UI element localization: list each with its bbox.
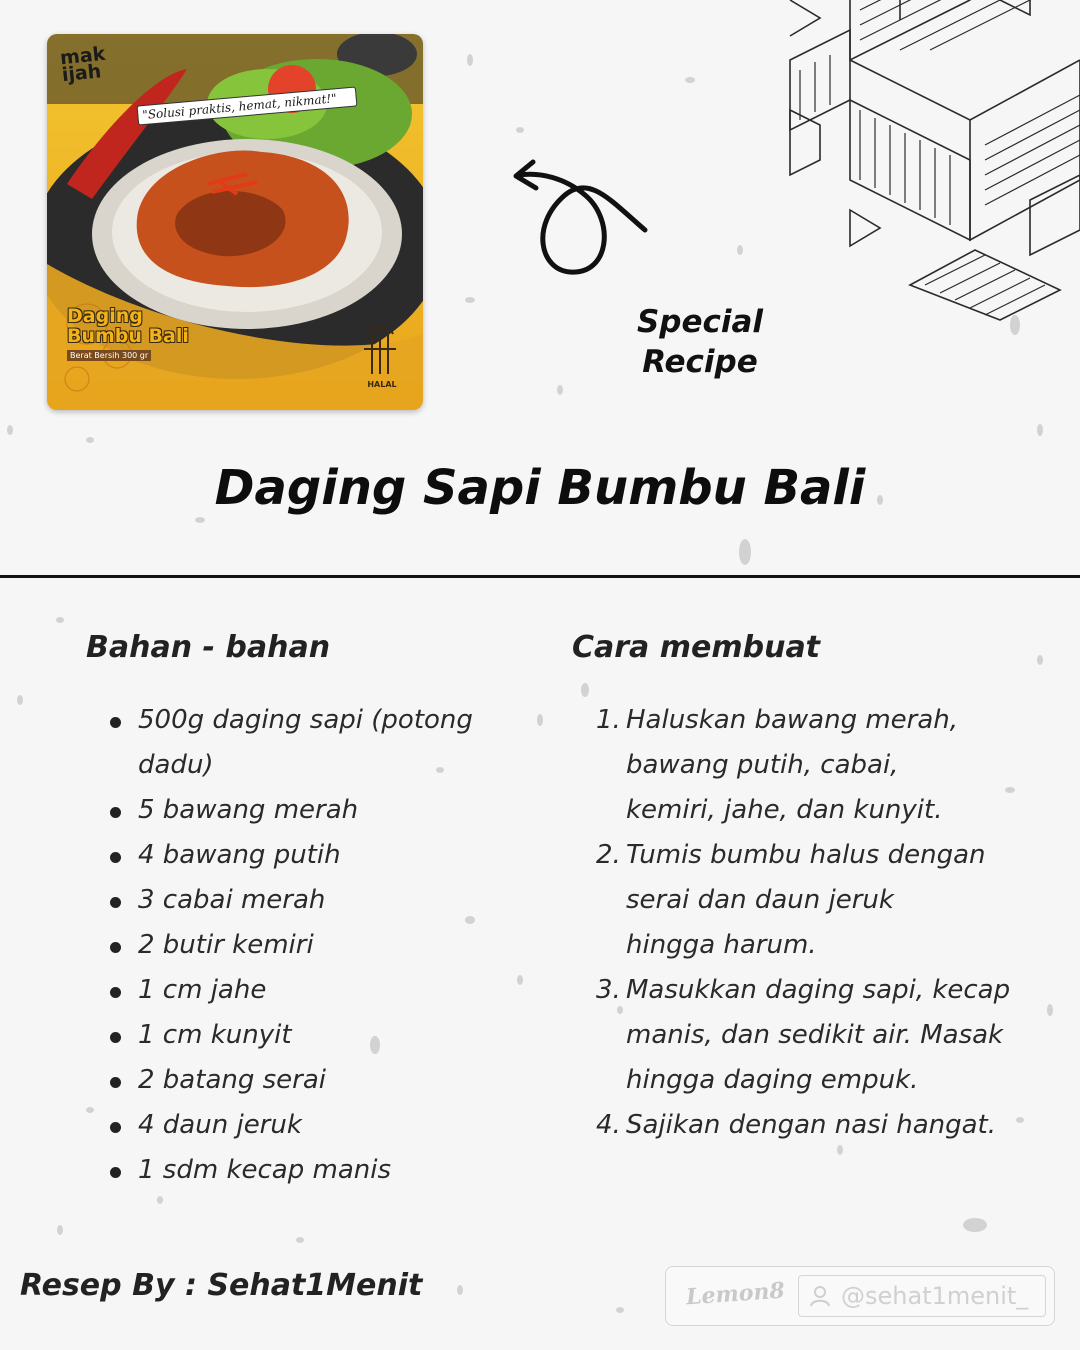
- ingredients-heading: Bahan - bahan: [86, 630, 331, 665]
- step-item: [590, 968, 1016, 1103]
- ingredient-item: 500g daging sapi (potong dadu): [138, 698, 478, 788]
- user-icon: [809, 1285, 831, 1307]
- lemon8-watermark: [665, 1266, 1055, 1326]
- steps-list: [590, 698, 1020, 1148]
- lemon8-logo: Lemon8: [685, 1277, 786, 1311]
- product-tagline: "Solusi praktis, hemat, nikmat!": [137, 86, 358, 125]
- special-recipe-label: Special Recipe: [636, 304, 764, 380]
- ingredient-item: 4 bawang putih: [138, 833, 558, 878]
- step-number: 2.: [596, 840, 621, 870]
- step-text: Masukkan daging sapi, kecap manis, dan sedikit air. Masak hingga daging empuk.: [626, 975, 1011, 1095]
- ingredients-list: [100, 698, 558, 1193]
- step-number: 4.: [596, 1110, 621, 1140]
- divider-line: [0, 575, 1080, 578]
- ingredient-item: 2 batang serai: [138, 1058, 558, 1103]
- ingredient-item: 4 daun jeruk: [138, 1103, 558, 1148]
- step-number: 3.: [596, 975, 621, 1005]
- ingredient-item: 1 cm kunyit: [138, 1013, 558, 1058]
- halal-label: HALAL: [367, 380, 397, 389]
- product-weight: Berat Bersih 300 gr: [67, 350, 151, 361]
- ingredient-item: 5 bawang merah: [138, 788, 558, 833]
- step-item: [590, 698, 966, 833]
- product-name: Daging Bumbu Bali: [67, 305, 189, 347]
- step-number: 1.: [596, 705, 621, 735]
- brand-logo: mak ijah: [59, 42, 107, 87]
- step-text: Tumis bumbu halus dengan serai dan daun jeruk hingga harum.: [626, 840, 986, 960]
- ingredient-item: 1 cm jahe: [138, 968, 558, 1013]
- ingredient-item: 2 butir kemiri: [138, 923, 558, 968]
- step-text: Haluskan bawang merah, bawang putih, cabai, kemiri, jahe, dan kunyit.: [626, 705, 959, 825]
- ingredient-item: 3 cabai merah: [138, 878, 558, 923]
- step-item: [590, 1103, 1046, 1148]
- watermark-handle-box: [798, 1275, 1046, 1317]
- watermark-handle: @sehat1menit_: [841, 1282, 1029, 1310]
- recipe-credit: Resep By : Sehat1Menit: [20, 1268, 423, 1303]
- steps-heading: Cara membuat: [572, 630, 821, 665]
- step-text: Sajikan dengan nasi hangat.: [626, 1110, 997, 1140]
- ingredient-item: 1 sdm kecap manis: [138, 1148, 558, 1193]
- recipe-title: Daging Sapi Bumbu Bali: [214, 460, 866, 516]
- product-image: [47, 34, 423, 410]
- step-item: [590, 833, 986, 968]
